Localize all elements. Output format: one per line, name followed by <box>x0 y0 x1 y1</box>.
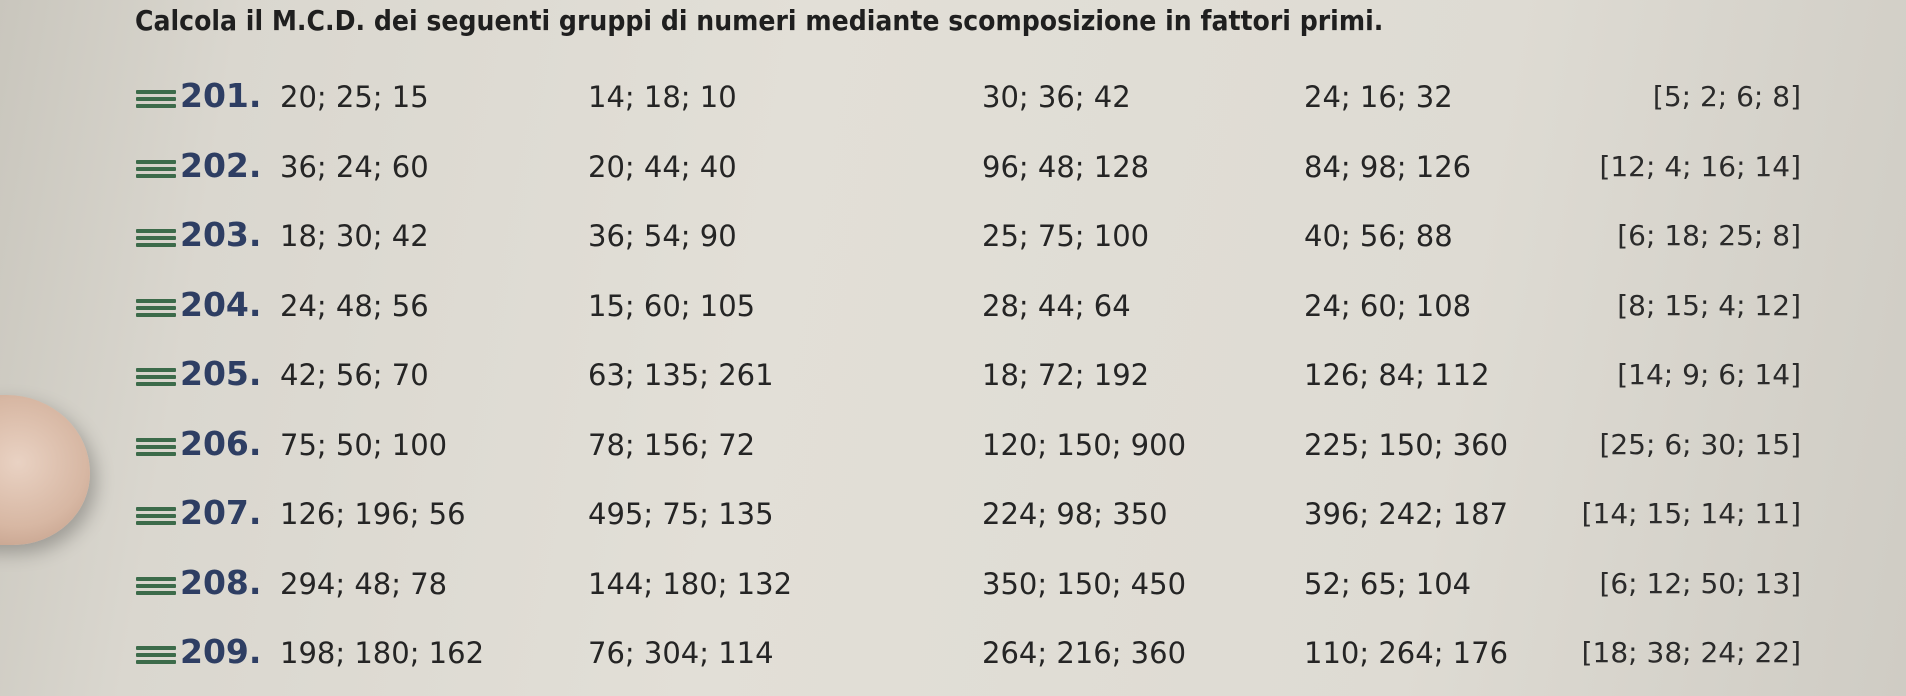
exercise-number: 205. <box>180 354 262 393</box>
number-group: 84; 98; 126 <box>1304 149 1472 184</box>
number-group: 25; 75; 100 <box>982 219 1150 253</box>
number-group: 52; 65; 104 <box>1304 566 1472 601</box>
number-group: 28; 44; 64 <box>982 288 1131 323</box>
answer-key: [5; 2; 6; 8] <box>1652 80 1801 113</box>
exercise-number: 207. <box>180 493 262 532</box>
number-group: 18; 30; 42 <box>280 219 429 253</box>
answer-key: [14; 15; 14; 11] <box>1581 497 1801 530</box>
number-group: 20; 25; 15 <box>280 80 429 114</box>
number-group: 18; 72; 192 <box>982 358 1150 392</box>
number-group: 78; 156; 72 <box>588 427 756 462</box>
page-title: Calcola il M.C.D. dei seguenti gruppi di numeri mediante scomposizione in fattori primi. <box>135 4 1384 37</box>
answer-key: [6; 12; 50; 13] <box>1599 566 1801 600</box>
number-group: 126; 84; 112 <box>1304 358 1490 392</box>
exercise-row <box>0 211 1906 271</box>
answer-key: [14; 9; 6; 14] <box>1617 358 1801 391</box>
difficulty-bars-icon <box>136 438 176 460</box>
difficulty-bars-icon <box>136 160 176 182</box>
number-group: 36; 54; 90 <box>588 219 737 253</box>
number-group: 120; 150; 900 <box>982 427 1187 462</box>
exercise-number: 209. <box>180 632 262 671</box>
difficulty-bars-icon <box>136 646 176 668</box>
exercise-row <box>0 559 1906 619</box>
difficulty-bars-icon <box>136 299 176 321</box>
number-group: 350; 150; 450 <box>982 566 1187 601</box>
number-group: 24; 48; 56 <box>280 288 429 323</box>
number-group: 294; 48; 78 <box>280 566 448 601</box>
exercise-number: 201. <box>180 76 262 115</box>
difficulty-bars-icon <box>136 368 176 390</box>
answer-key: [18; 38; 24; 22] <box>1581 636 1801 669</box>
number-group: 396; 242; 187 <box>1304 497 1509 531</box>
exercise-row <box>0 420 1906 480</box>
number-group: 495; 75; 135 <box>588 497 774 531</box>
number-group: 198; 180; 162 <box>280 636 485 670</box>
exercise-number: 203. <box>180 215 262 254</box>
number-group: 15; 60; 105 <box>588 288 756 323</box>
number-group: 75; 50; 100 <box>280 427 448 462</box>
difficulty-bars-icon <box>136 90 176 112</box>
difficulty-bars-icon <box>136 229 176 251</box>
answer-key: [8; 15; 4; 12] <box>1617 288 1801 322</box>
exercise-row <box>0 72 1906 132</box>
exercise-number: 202. <box>180 145 262 185</box>
number-group: 40; 56; 88 <box>1304 219 1453 253</box>
number-group: 24; 60; 108 <box>1304 288 1472 323</box>
number-group: 30; 36; 42 <box>982 80 1131 114</box>
exercise-row <box>0 281 1906 341</box>
number-group: 126; 196; 56 <box>280 497 466 531</box>
number-group: 110; 264; 176 <box>1304 636 1509 670</box>
exercise-row <box>0 489 1906 549</box>
number-group: 24; 16; 32 <box>1304 80 1453 114</box>
answer-key: [6; 18; 25; 8] <box>1617 219 1801 252</box>
exercise-row <box>0 142 1906 202</box>
difficulty-bars-icon <box>136 577 176 599</box>
exercise-row <box>0 628 1906 688</box>
number-group: 76; 304; 114 <box>588 636 774 670</box>
number-group: 144; 180; 132 <box>588 566 793 601</box>
number-group: 224; 98; 350 <box>982 497 1168 531</box>
difficulty-bars-icon <box>136 507 176 529</box>
number-group: 20; 44; 40 <box>588 149 737 184</box>
number-group: 42; 56; 70 <box>280 358 429 392</box>
number-group: 14; 18; 10 <box>588 80 737 114</box>
exercise-row <box>0 350 1906 410</box>
number-group: 96; 48; 128 <box>982 149 1150 184</box>
exercise-number: 208. <box>180 562 262 602</box>
exercise-number: 206. <box>180 423 262 463</box>
number-group: 264; 216; 360 <box>982 636 1187 670</box>
answer-key: [25; 6; 30; 15] <box>1599 427 1801 461</box>
number-group: 63; 135; 261 <box>588 358 774 392</box>
number-group: 225; 150; 360 <box>1304 427 1509 462</box>
answer-key: [12; 4; 16; 14] <box>1599 149 1801 183</box>
number-group: 36; 24; 60 <box>280 149 429 184</box>
exercise-number: 204. <box>180 284 262 324</box>
